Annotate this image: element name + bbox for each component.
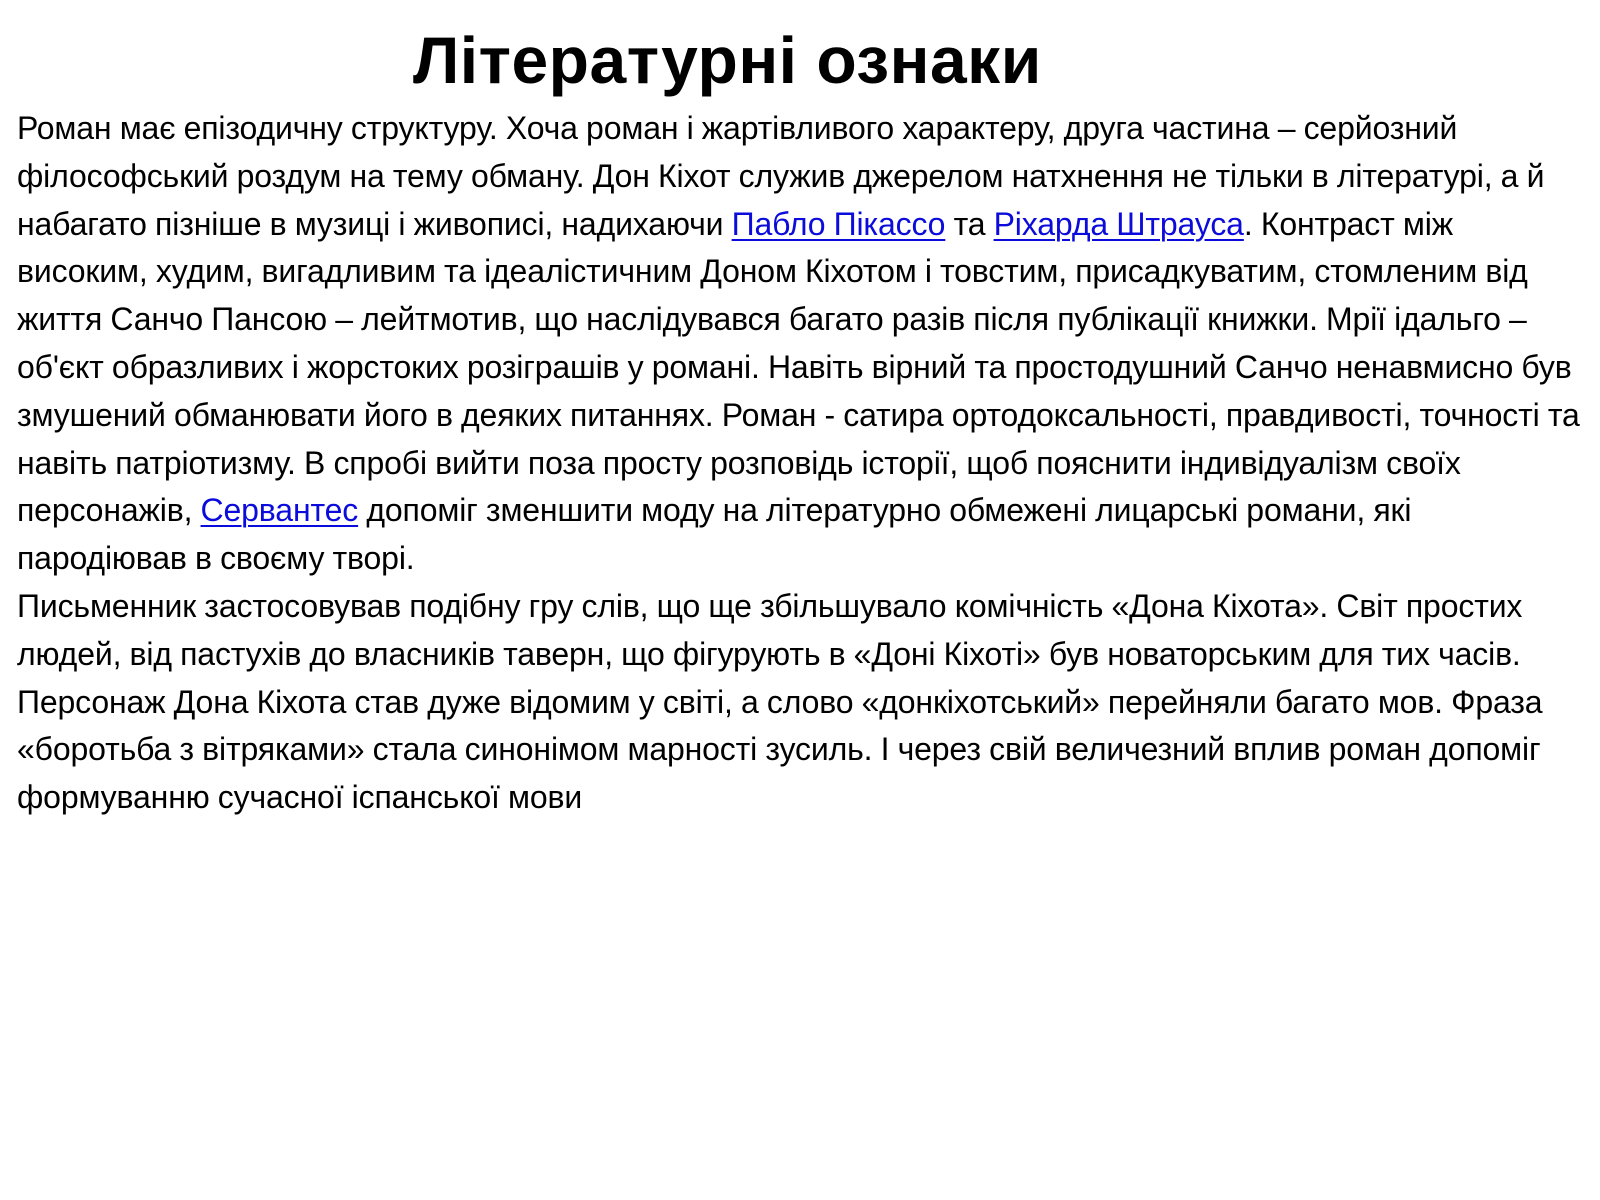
paragraph-2: Письменник застосовував подібну гру слів, що ще збільшувало комічність «Дона Кіхота». Світ простих людей, від пастухів до власників таверн, що фігурують в «Доні Кіхоті» був новаторським для тих часів. Персонаж Дона Кіхота став дуже відомим у світі, а слово «донкіхотський» перейняли багато мов. Фраза «боротьба з вітряками» стала синонімом марності зусиль. І через свій величезний вплив роман допоміг формуванню сучасної іспанської мови [17,587,1543,816]
link-pablo-picasso[interactable]: Пабло Пікассо [731,205,946,242]
link-richard-strauss[interactable]: Ріхарда Штрауса [993,205,1244,242]
slide-title: Літературні ознаки [413,23,1042,97]
paragraph-1-text-4: допоміг зменшити моду на літературно обмежені лицарські романи, які пародіював в своєму творі. [17,492,1412,577]
slide-body [17,105,1585,822]
paragraph-1 [17,105,1585,583]
paragraph-1-text-1: Роман має епізодичну структуру. Хоча роман і жартівливого характеру, друга частина – серйозний філософський роздум на тему обману. Дон Кіхот служив джерелом натхнення не тільки в літературі, а й набагато пізніше в музиці і живописі, надихаючи [17,110,1545,242]
link-cervantes[interactable]: Сервантес [200,492,359,529]
paragraph-1-text-2: та [945,205,994,242]
paragraph-1-text-3: . Контраст між високим, худим, вигадливим та ідеалістичним Доном Кіхотом і товстим, присадкуватим, стомленим від життя Санчо Пансою – лейтмотив, що наслідувався багато разів після публікації книжки. Мрії ідальго – об'єкт образливих і жорстоких розіграшів у романі. Навіть вірний та простодушний Санчо ненавмисно був змушений обманювати його в деяких питаннях. Роман - сатира ортодоксальності, правдивості, точності та навіть патріотизму. В спробі вийти поза просту розповідь історії, щоб пояснити індивідуалізм своїх персонажів, [17,205,1580,529]
